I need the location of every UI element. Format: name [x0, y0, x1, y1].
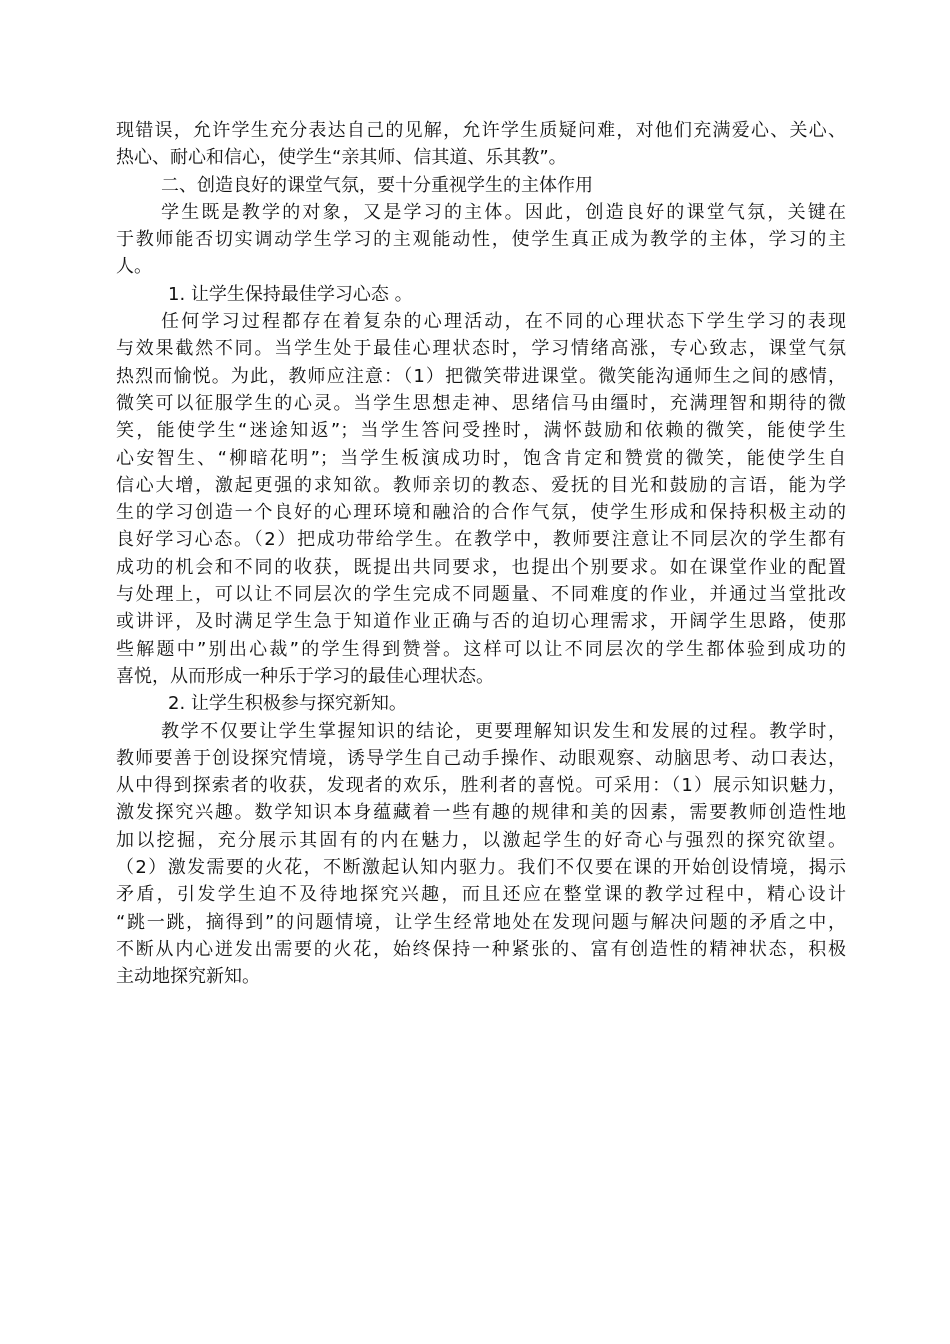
text-line: 于教师能否切实调动学生学习的主观能动性，使学生真正成为教学的主体，学习的主: [116, 229, 846, 251]
text-line: 教师要善于创设探究情境，诱导学生自己动手操作、动眼观察、动脑思考、动口表达，: [116, 747, 846, 769]
subsection-heading: 1. 让学生保持最佳学习心态 。: [168, 283, 413, 305]
text-line: 任何学习过程都存在着复杂的心理活动，在不同的心理状态下学生学习的表现: [161, 311, 846, 333]
text-line: 笑，能使学生“迷途知返”；当学生答问受挫时，满怀鼓励和依赖的微笑，能使学生: [116, 420, 846, 442]
text-line: 不断从内心迸发出需要的火花，始终保持一种紧张的、富有创造性的精神状态，积极: [116, 938, 846, 960]
text-line: 学生既是教学的对象，又是学习的主体。因此，创造良好的课堂气氛，关键在: [161, 201, 846, 223]
text-line: 热心、耐心和信心，使学生“亲其师、信其道、乐其教”。: [116, 147, 567, 169]
text-line: 信心大增，激起更强的求知欲。教师亲切的教态、爱抚的目光和鼓励的言语，能为学: [116, 474, 846, 496]
text-line: 主动地探究新知。: [116, 966, 260, 988]
text-line: 良好学习心态。（2）把成功带给学生。在教学中，教师要注意让不同层次的学生都有: [116, 529, 846, 551]
text-line: 人。: [116, 256, 152, 278]
text-line: 心安智生、“柳暗花明”；当学生板演成功时，饱含肯定和赞赏的微笑，能使学生自: [116, 447, 846, 469]
text-line: 从中得到探索者的收获，发现者的欢乐，胜利者的喜悦。可采用：（1）展示知识魅力，: [116, 775, 846, 797]
subsection-heading: 2. 让学生积极参与探究新知。: [168, 693, 407, 715]
text-line: 热烈而愉悦。为此，教师应注意：（1）把微笑带进课堂。微笑能沟通师生之间的感情，: [116, 365, 846, 387]
text-line: 矛盾，引发学生迫不及待地探究兴趣，而且还应在整堂课的教学过程中，精心设计: [116, 884, 846, 906]
text-line: 成功的机会和不同的收获，既提出共同要求，也提出个别要求。如在课堂作业的配置: [116, 556, 846, 578]
text-line: 微笑可以征服学生的心灵。当学生思想走神、思绪信马由缰时，充满理智和期待的微: [116, 392, 846, 414]
text-line: 或讲评，及时满足学生急于知道作业正确与否的迫切心理需求，开阔学生思路，使那: [116, 611, 846, 633]
text-line: 喜悦，从而形成一种乐于学习的最佳心理状态。: [116, 665, 494, 687]
text-line: 与处理上，可以让不同层次的学生完成不同题量、不同难度的作业，并通过当堂批改: [116, 584, 846, 606]
text-line: 与效果截然不同。当学生处于最佳心理状态时，学习情绪高涨，专心致志，课堂气氛: [116, 338, 846, 360]
text-line: （2）激发需要的火花，不断激起认知内驱力。我们不仅要在课的开始创设情境，揭示: [116, 857, 846, 879]
text-line: 教学不仅要让学生掌握知识的结论，更要理解知识发生和发展的过程。教学时，: [161, 720, 846, 742]
text-line: 激发探究兴趣。数学知识本身蕴藏着一些有趣的规律和美的因素，需要教师创造性地: [116, 802, 846, 824]
section-heading: 二、创造良好的课堂气氛，要十分重视学生的主体作用: [161, 174, 593, 196]
text-line: 加以挖掘，充分展示其固有的内在魅力，以激起学生的好奇心与强烈的探究欲望。: [116, 829, 846, 851]
text-line: 生的学习创造一个良好的心理环境和融洽的合作气氛，使学生形成和保持积极主动的: [116, 502, 846, 524]
text-line: 些解题中”别出心裁”的学生得到赞誉。这样可以让不同层次的学生都体验到成功的: [116, 638, 846, 660]
text-line: 现错误，允许学生充分表达自己的见解，允许学生质疑问难，对他们充满爱心、关心、: [116, 120, 846, 141]
document-body: [116, 117, 846, 991]
text-line: “跳一跳，摘得到”的问题情境，让学生经常地处在发现问题与解决问题的矛盾之中，: [116, 911, 846, 933]
